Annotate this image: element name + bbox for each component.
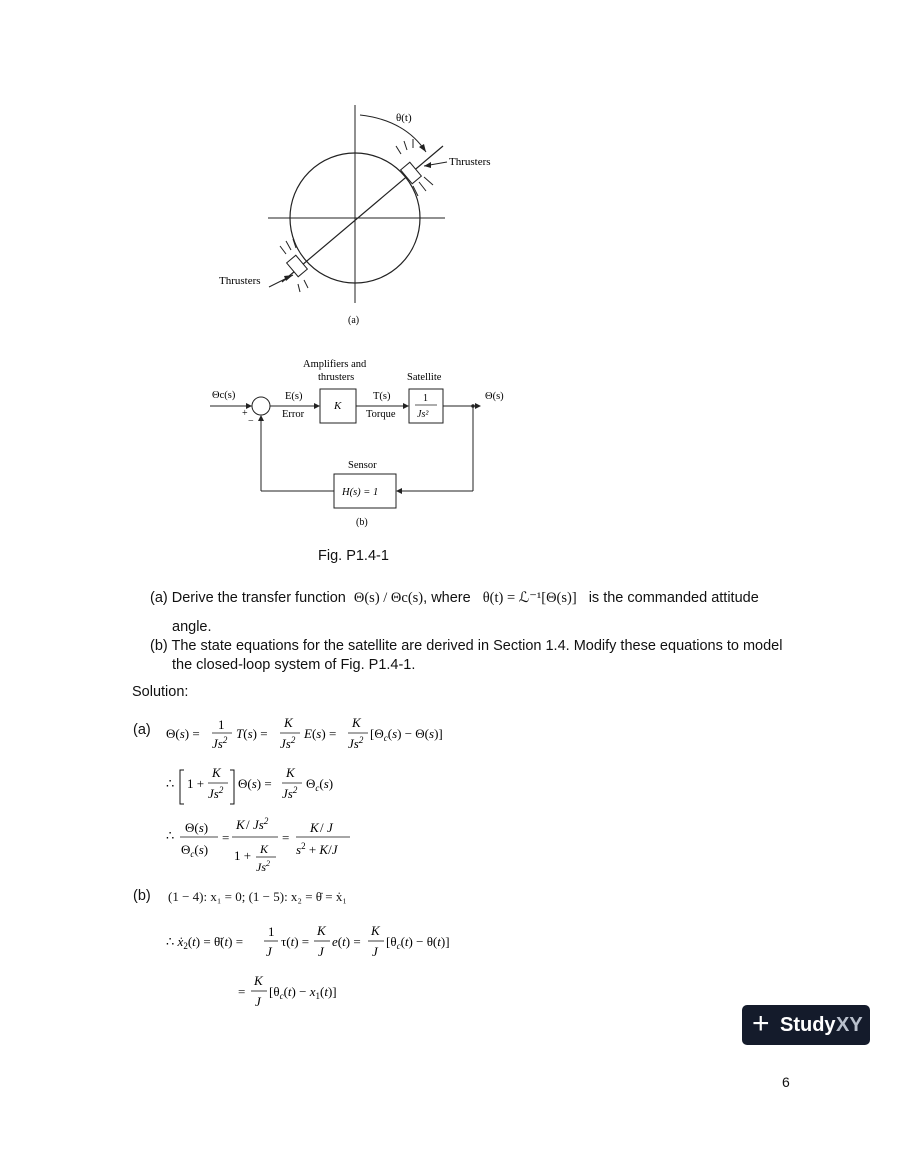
svg-text:K: K <box>371 923 380 938</box>
thruster-bottom <box>280 239 308 292</box>
gain-label: K <box>334 400 342 412</box>
problem-a-where: , where <box>423 590 471 606</box>
equation-b1: (1 − 4): x₁ = 0; (1 − 5): x₂ = θ̇ = ẋ₁ <box>168 889 347 904</box>
plant-denominator: Js² <box>417 409 429 420</box>
theta-arrowhead <box>419 144 426 152</box>
svg-text:Js2: Js$^2$ <box>348 735 364 751</box>
svg-text:J: J <box>372 944 378 959</box>
plus-icon: + <box>752 1007 770 1040</box>
svg-text:Θc(s): $\Theta_c(s)$ <box>181 842 209 859</box>
torque-text: Torque <box>366 409 396 420</box>
svg-text:e(t) =: e(t) = <box>332 934 361 949</box>
problem-b-line2: the closed-loop system of Fig. P1.4-1. <box>172 657 416 673</box>
svg-text:1: 1 <box>268 924 275 939</box>
output-label: Θ(s) <box>485 391 504 402</box>
amp-title-2: thrusters <box>318 372 355 383</box>
svg-text:Js2: Js$^2$ <box>282 785 298 801</box>
svg-text:K: K <box>212 765 221 780</box>
svg-text:K: K <box>286 765 295 780</box>
thrusters-top-label: Thrusters <box>449 156 491 168</box>
svg-text:Θ(s): Θ(s) <box>185 820 209 835</box>
theta-arc <box>360 115 426 152</box>
problem-a-suffix: is the commanded attitude <box>588 590 759 606</box>
svg-text:K: K <box>317 923 326 938</box>
svg-text:τ(t) =: τ(t) = <box>281 934 310 949</box>
svg-text:Js2: Js$^2$ <box>253 816 269 832</box>
svg-text:K: K <box>260 842 269 856</box>
svg-text:J: J <box>255 994 261 1009</box>
solution-heading: Solution: <box>132 684 189 700</box>
svg-text:1 +: 1 + <box>187 776 205 791</box>
svg-text:J: J <box>266 944 272 959</box>
svg-text:K: K <box>236 817 245 832</box>
figure-a <box>200 100 520 335</box>
svg-text:/: / <box>320 820 324 835</box>
logo-text-xy: XY <box>836 1014 863 1036</box>
problem-a-cont: angle. <box>172 619 212 635</box>
part-b-label: (b) <box>133 888 151 904</box>
problem-a-prefix: (a) Derive the transfer function <box>150 590 346 606</box>
svg-text:1 +: 1 + <box>234 848 252 863</box>
figure-caption: Fig. P1.4-1 <box>318 548 389 564</box>
svg-text:K: K <box>254 973 263 988</box>
svg-text:∴: ∴ <box>166 776 175 791</box>
problem-a-laplace: θ(t) = ℒ⁻¹[Θ(s)] <box>482 590 577 606</box>
solution-b-equations <box>160 918 480 1013</box>
svg-text:K: K <box>310 820 319 835</box>
error-signal: E(s) <box>285 391 303 402</box>
sensor-title: Sensor <box>348 460 377 471</box>
svg-text:=: = <box>222 830 230 845</box>
svg-text:/: / <box>246 817 250 832</box>
svg-text:1: 1 <box>218 717 225 732</box>
sensor-label: H(s) = 1 <box>342 487 379 498</box>
plus-sign: + <box>242 408 248 419</box>
svg-text:Js2: Js$^2$ <box>280 735 296 751</box>
torque-signal: T(s) <box>373 391 391 402</box>
problem-a-line <box>150 589 759 607</box>
svg-text:K: K <box>352 715 361 730</box>
input-label: Θc(s) <box>212 390 236 401</box>
svg-text:T(s) =: T(s) = <box>236 726 268 741</box>
svg-text:Js2: Js$^2$ <box>208 785 224 801</box>
studyxy-logo <box>742 1005 870 1045</box>
solution-a-equations <box>160 708 480 883</box>
satellite-diagonal <box>282 146 443 282</box>
thrusters-bottom-label: Thrusters <box>219 275 261 287</box>
svg-text:[θc(t) − x1(t)]: $[\theta_c(t) - x_1(t)]$ <box>269 984 337 1001</box>
svg-text:Js2: Js$^2$ <box>256 859 270 874</box>
svg-text:[Θc(s) − Θ(s)]: $[\Theta_c(s) - \Theta(s)]$ <box>370 726 443 743</box>
figure-a-caption: (a) <box>348 315 360 326</box>
svg-text:=: = <box>282 830 290 845</box>
thruster-top <box>396 139 433 196</box>
part-a-label: (a) <box>133 722 151 738</box>
problem-a-tf: Θ(s) / Θc(s) <box>353 590 424 606</box>
problem-b-line1: (b) The state equations for the satellite are derived in Section 1.4. Modify these equations to model <box>150 638 783 654</box>
svg-text:K: K <box>284 715 293 730</box>
svg-text:Θ(s) =: Θ(s) = <box>238 776 272 791</box>
error-text: Error <box>282 409 305 420</box>
figure-b-caption: (b) <box>356 517 368 528</box>
svg-text:J: J <box>318 944 324 959</box>
svg-text:J: J <box>327 820 333 835</box>
svg-text:[θc(t) − θ(t)]: $[\theta_c(t) - \theta(t)]$ <box>386 934 450 951</box>
svg-text:Θ(s) =: Θ(s) = <box>166 726 200 741</box>
figure-b-block-diagram <box>200 355 530 535</box>
amp-title-1: Amplifiers and <box>303 359 367 370</box>
minus-sign: − <box>248 416 254 427</box>
svg-text:s2 + K/J: $s^2 + K/J$ <box>296 841 338 857</box>
svg-text:∴: ∴ <box>166 828 175 843</box>
svg-text:Js2: Js$^2$ <box>212 735 228 751</box>
svg-text:∴ ẋ2(t) = θ̈(t) =: ∴ ẋ$_2$(t) = θ̈(t) = <box>166 934 244 951</box>
satellite-title: Satellite <box>407 372 442 383</box>
svg-text:Θc(s): $\Theta_c(s)$ <box>306 776 334 793</box>
plant-numerator: 1 <box>423 393 428 404</box>
svg-text:E(s) =: E(s) = <box>304 726 337 741</box>
theta-label: θ(t) <box>396 112 412 124</box>
summing-junction <box>252 397 270 415</box>
page-number: 6 <box>782 1074 790 1090</box>
svg-text:=: = <box>238 984 246 999</box>
logo-text-study: Study <box>780 1014 836 1036</box>
